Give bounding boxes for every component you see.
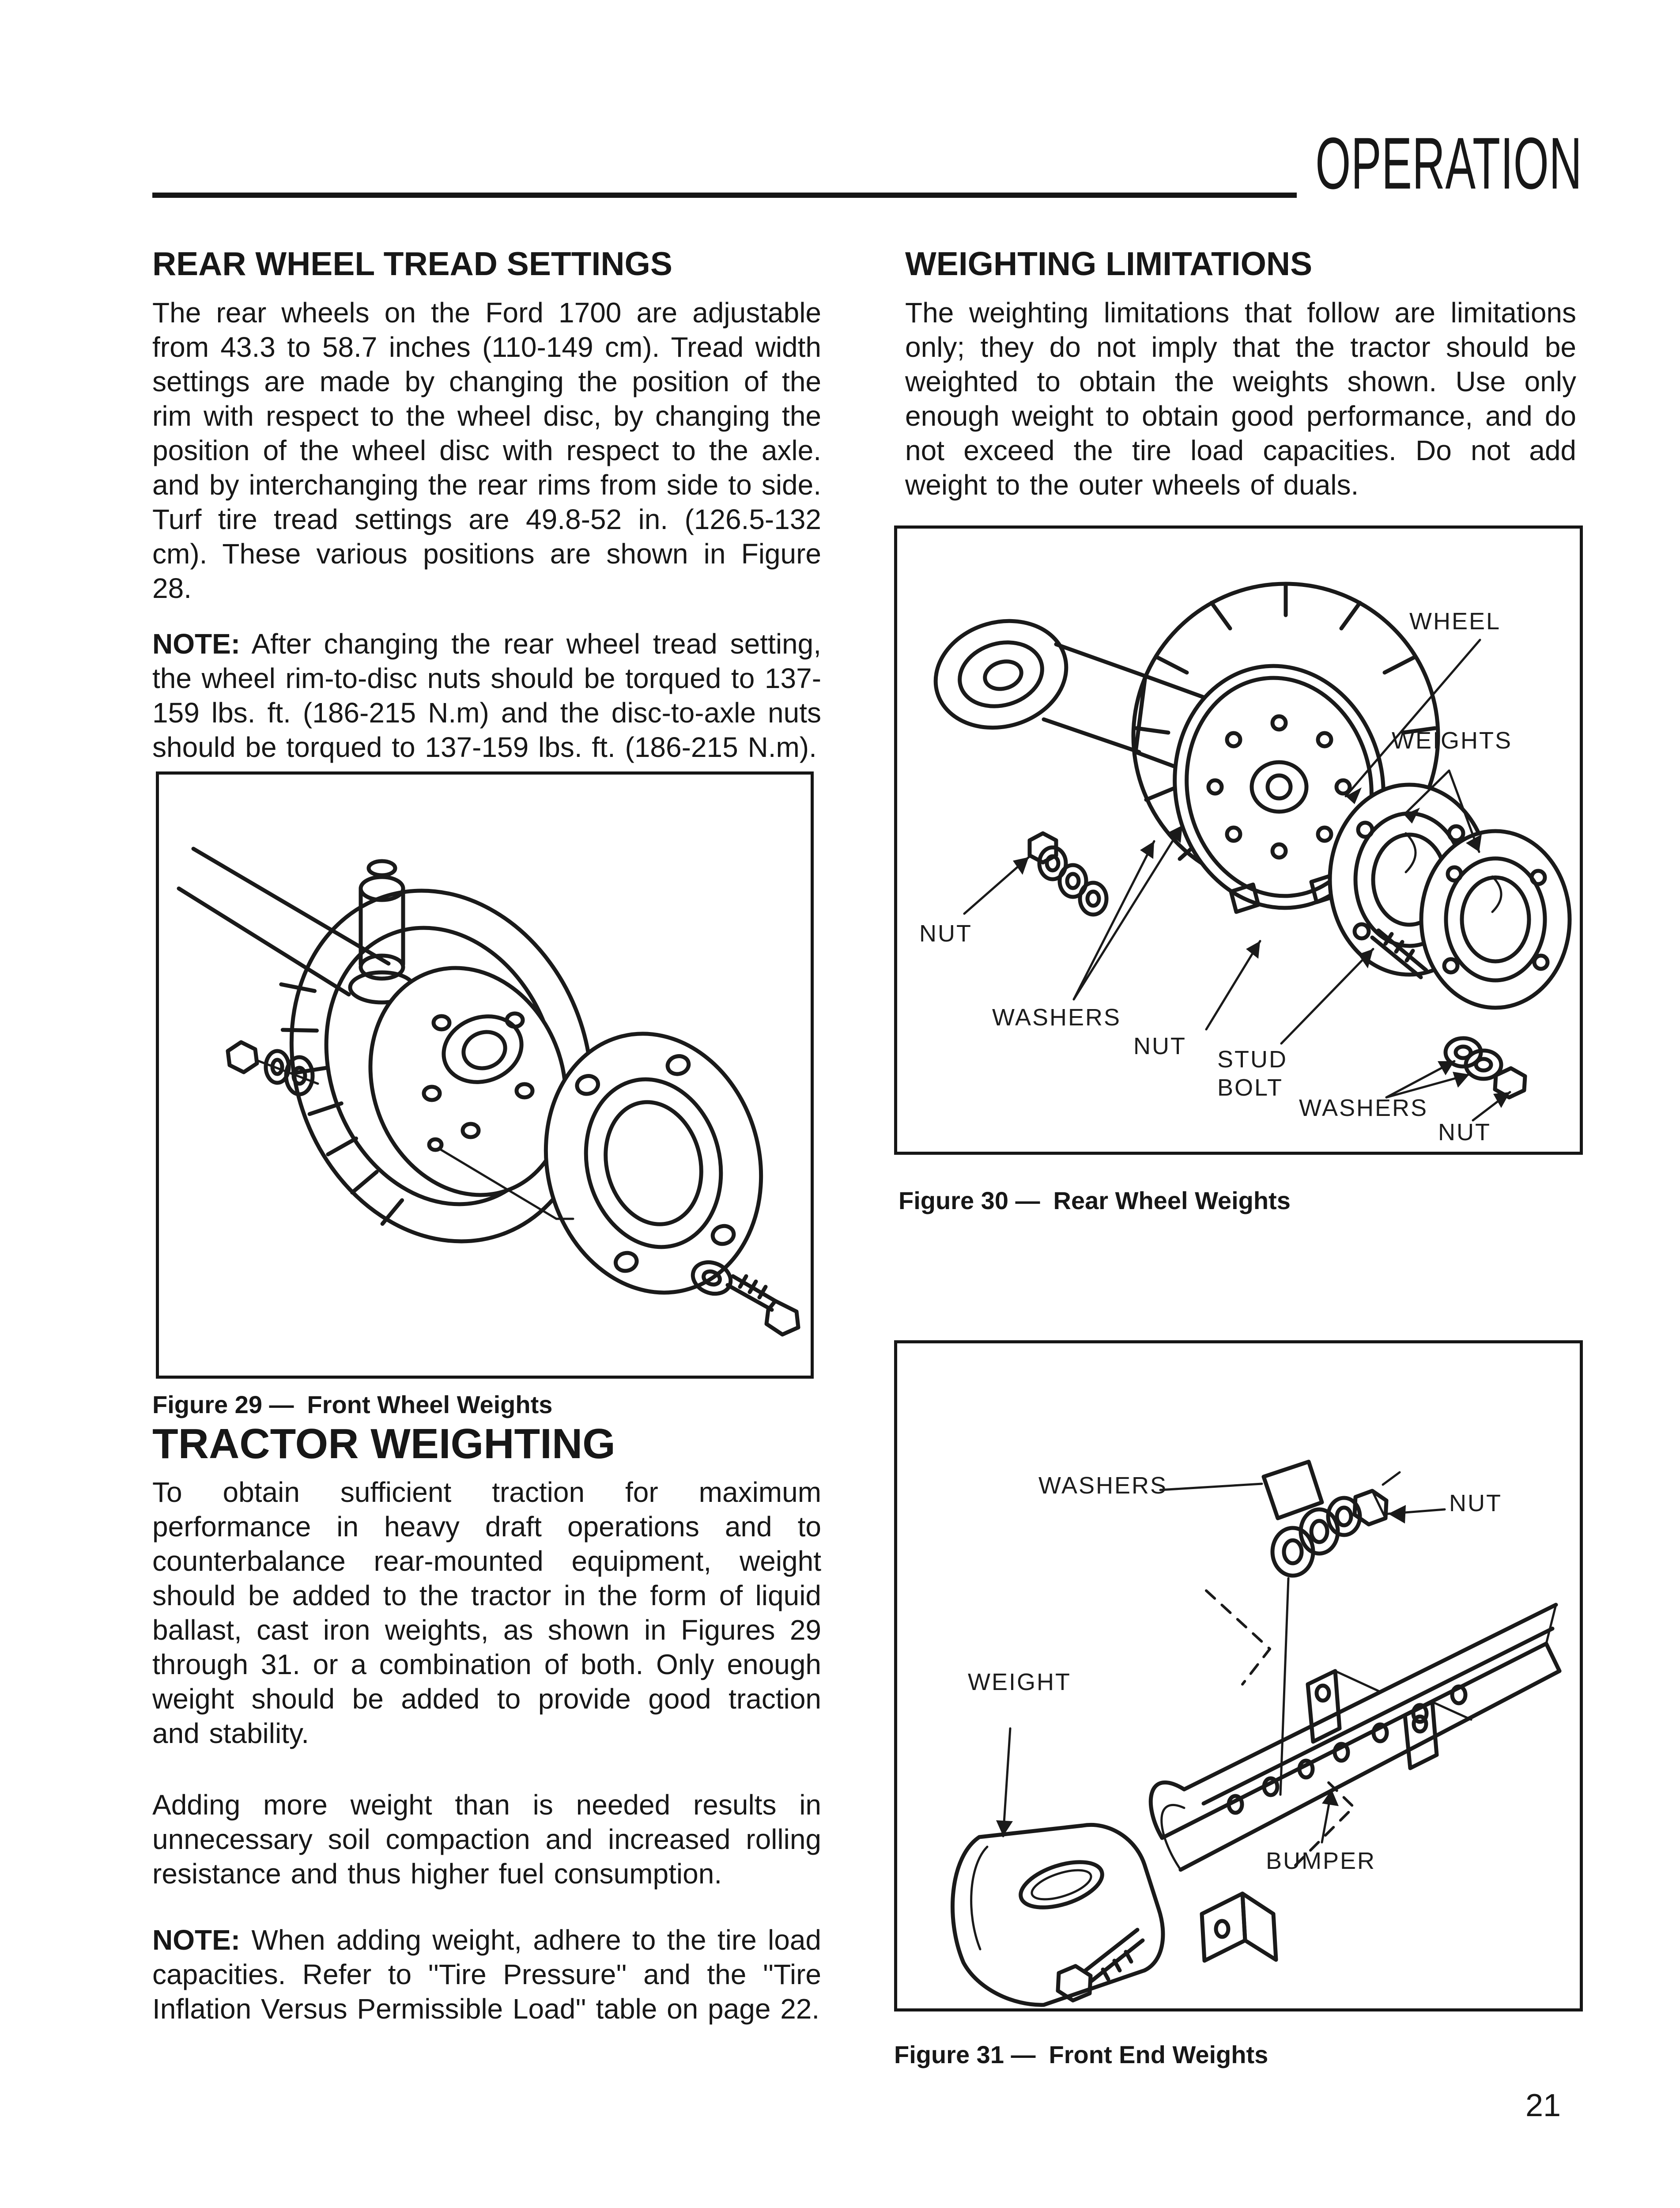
- figure31-caption-number: Figure 31 —: [894, 2041, 1036, 2068]
- figure31-label-nut: NUT: [1449, 1490, 1502, 1516]
- page-header-title: OPERATION: [1315, 123, 1582, 204]
- figure30-label-stud-bolt: STUD BOLT: [1217, 1046, 1287, 1101]
- note-label: NOTE:: [152, 1924, 241, 1956]
- figure29-caption-number: Figure 29 —: [152, 1391, 294, 1418]
- figure30-label-washers-right: WASHERS: [1299, 1095, 1428, 1121]
- figure30-label-washers-left: WASHERS: [992, 1004, 1121, 1031]
- figure29-front-wheel-weights-illustration: [159, 775, 811, 1376]
- figure29-box: [156, 771, 814, 1379]
- figure31-label-weight: WEIGHT: [968, 1669, 1071, 1695]
- figure30-caption-title: Rear Wheel Weights: [1053, 1187, 1291, 1214]
- note-label: NOTE:: [152, 628, 241, 660]
- paragraph-tractor-weighting-1: To obtain sufficient traction for maximum performance in heavy draft operations and to counterbalance rear-mounted equipment, weight should be added to the tractor in the form of liquid ballast, cast iron weights, as shown in Figures 29 through 31. or a combination of both. Only enough weight should be added to provide good traction and stability.: [152, 1476, 821, 1749]
- note-text: When adding weight, adhere to the tire load capacities. Refer to ''Tire Pressure'' and the ''Tire Inflation Versus Permissible Load'' table on page 22.: [152, 1924, 822, 2025]
- figure30-caption: [899, 1187, 1291, 1214]
- figure31-label-washers: WASHERS: [1038, 1472, 1168, 1499]
- paragraph-weighting-limitations: The weighting limitations that follow are limitations only; they do not imply that the tractor should be weighted to obtain the weights shown. Use only enough weight to obtain good performance, and do not exceed the tire load capacities. Do not add weight to the outer wheels of duals.: [905, 297, 1576, 501]
- section-heading-tractor-weighting: TRACTOR WEIGHTING: [152, 1420, 615, 1467]
- figure31-caption-title: Front End Weights: [1049, 2041, 1268, 2068]
- left-column: [152, 241, 821, 2026]
- figure30-label-weights: WEIGHTS: [1392, 727, 1512, 754]
- figure30-caption-number: Figure 30 —: [899, 1187, 1040, 1214]
- figure31-label-bumper: BUMPER: [1266, 1848, 1376, 1874]
- section-heading-rear-wheel-tread-settings: REAR WHEEL TREAD SETTINGS: [152, 245, 672, 282]
- header-rule: [152, 193, 1297, 198]
- figure30-box: [894, 526, 1583, 1155]
- figure31-box: [894, 1340, 1583, 2011]
- paragraph-tractor-weighting-2: Adding more weight than is needed results in unnecessary soil compaction and increased rolling resistance and thus higher fuel consumption.: [152, 1789, 821, 1890]
- section-heading-weighting-limitations: WEIGHTING LIMITATIONS: [905, 245, 1313, 282]
- figure31-caption: [894, 2041, 1268, 2068]
- figure30-label-wheel: WHEEL: [1409, 608, 1501, 635]
- right-column: [905, 241, 1576, 502]
- note-text: After changing the rear wheel tread setting, the wheel rim-to-disc nuts should be torqued to 137-159 lbs. ft. (186-215 N.m) and the disc-to-axle nuts should be torqued to 137-159 lbs. ft. (186-215 N.m).: [152, 628, 822, 763]
- figure29-caption: [152, 1391, 821, 1418]
- figure30-label-nut-left: NUT: [919, 920, 972, 947]
- figure29-caption-title: Front Wheel Weights: [307, 1391, 553, 1418]
- figure30-label-nut-center: NUT: [1133, 1033, 1186, 1059]
- page-number: 21: [1525, 2088, 1561, 2123]
- note-paragraph-torque: [152, 627, 821, 764]
- note-paragraph-tire-load: [152, 1923, 821, 2026]
- paragraph-rear-wheel-tread: The rear wheels on the Ford 1700 are adjustable from 43.3 to 58.7 inches (110-149 cm). Tread width settings are made by changing the position of the rim with respect to the wheel disc, by changing the position of the wheel disc with respect to the axle. and by interchanging the rear rims from side to side. Turf tire tread settings are 49.8-52 in. (126.5-132 cm). These various positions are shown in Figure 28.: [152, 297, 821, 604]
- figure30-label-nut-right: NUT: [1438, 1119, 1491, 1146]
